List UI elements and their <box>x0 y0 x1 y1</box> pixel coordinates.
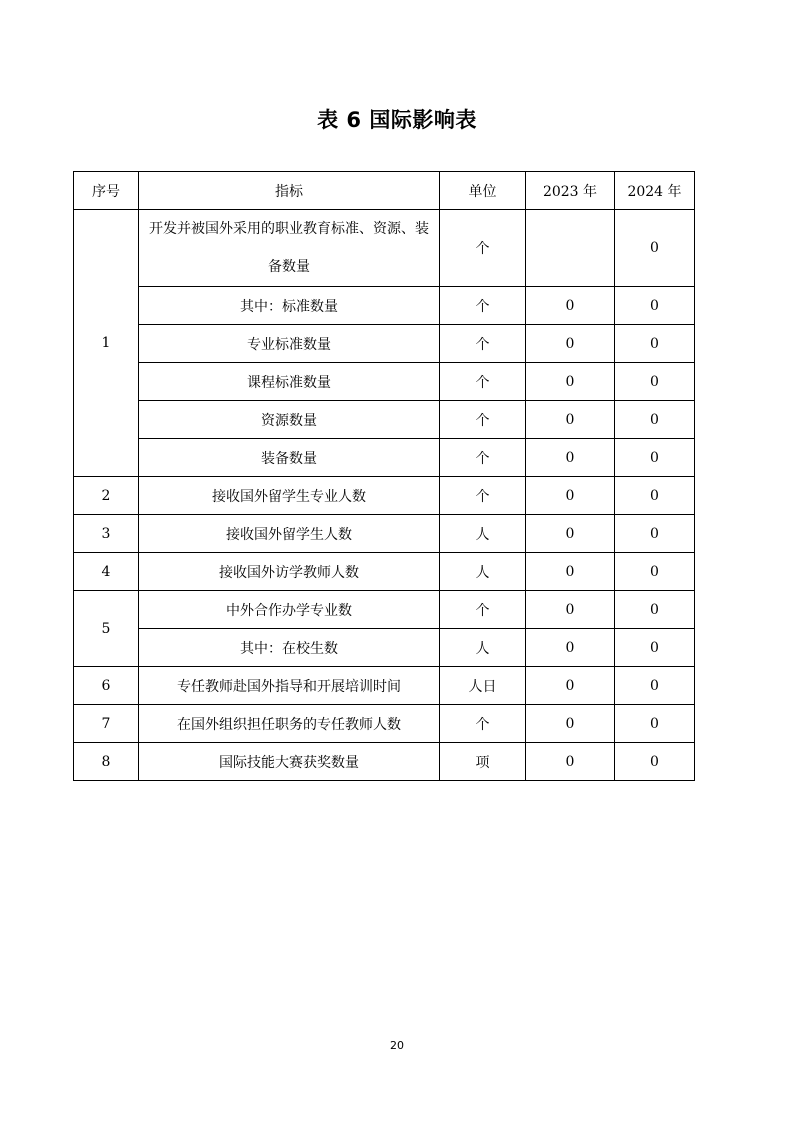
table-row <box>74 591 695 629</box>
row-2023: 0 <box>526 591 615 629</box>
row-indicator: 其中：在校生数 <box>139 629 440 667</box>
table-row <box>74 325 695 363</box>
row-2023: 0 <box>526 439 615 477</box>
row-2023: 0 <box>526 743 615 781</box>
row-index: 2 <box>74 477 139 515</box>
row-2024: 0 <box>615 401 695 439</box>
row-indicator: 专任教师赴国外指导和开展培训时间 <box>139 667 440 705</box>
row-unit: 个 <box>440 363 526 401</box>
row-2023: 0 <box>526 553 615 591</box>
row-2023: 0 <box>526 629 615 667</box>
table-row <box>74 667 695 705</box>
row-index: 3 <box>74 515 139 553</box>
row-index: 4 <box>74 553 139 591</box>
row-unit: 人日 <box>440 667 526 705</box>
row-index: 1 <box>74 210 139 477</box>
row-indicator: 在国外组织担任职务的专任教师人数 <box>139 705 440 743</box>
row-2024: 0 <box>615 325 695 363</box>
page-title: 表 6 国际影响表 <box>317 108 477 132</box>
row-2024: 0 <box>615 363 695 401</box>
row-2023: 0 <box>526 705 615 743</box>
row-indicator: 接收国外留学生专业人数 <box>139 477 440 515</box>
row-unit: 个 <box>440 287 526 325</box>
table-row <box>74 287 695 325</box>
row-index: 6 <box>74 667 139 705</box>
table-row <box>74 743 695 781</box>
row-2023: 0 <box>526 477 615 515</box>
row-indicator-text: 开发并被国外采用的职业教育标准、资源、装备数量 <box>149 221 429 275</box>
row-unit: 个 <box>440 439 526 477</box>
header-indicator: 指标 <box>139 172 440 210</box>
row-2024: 0 <box>615 629 695 667</box>
row-indicator: 中外合作办学专业数 <box>139 591 440 629</box>
row-2024: 0 <box>615 287 695 325</box>
header-index: 序号 <box>74 172 139 210</box>
header-2024: 2024 年 <box>615 172 695 210</box>
table-row <box>74 401 695 439</box>
table-row <box>74 515 695 553</box>
row-index: 5 <box>74 591 139 667</box>
table-row <box>74 439 695 477</box>
row-2024: 0 <box>615 591 695 629</box>
row-2023: 0 <box>526 515 615 553</box>
table-row <box>74 629 695 667</box>
row-indicator: 接收国外访学教师人数 <box>139 553 440 591</box>
row-2024: 0 <box>615 515 695 553</box>
row-2023: 0 <box>526 325 615 363</box>
row-index: 8 <box>74 743 139 781</box>
international-influence-table <box>73 171 695 781</box>
row-unit: 个 <box>440 477 526 515</box>
row-2024: 0 <box>615 439 695 477</box>
row-unit: 人 <box>440 553 526 591</box>
row-2024: 0 <box>615 210 695 287</box>
row-indicator: 课程标准数量 <box>139 363 440 401</box>
table-row <box>74 553 695 591</box>
row-2024: 0 <box>615 743 695 781</box>
table-row <box>74 705 695 743</box>
row-2024: 0 <box>615 667 695 705</box>
row-unit: 人 <box>440 629 526 667</box>
row-2024: 0 <box>615 553 695 591</box>
row-unit: 个 <box>440 705 526 743</box>
row-index: 7 <box>74 705 139 743</box>
header-unit: 单位 <box>440 172 526 210</box>
row-indicator: 专业标准数量 <box>139 325 440 363</box>
row-indicator: 资源数量 <box>139 401 440 439</box>
row-2023: 0 <box>526 667 615 705</box>
row-2024: 0 <box>615 705 695 743</box>
row-unit: 个 <box>440 325 526 363</box>
row-indicator: 装备数量 <box>139 439 440 477</box>
row-unit: 人 <box>440 515 526 553</box>
table-header-row <box>74 172 695 210</box>
row-2023: 0 <box>526 287 615 325</box>
row-2023 <box>526 210 615 287</box>
row-2023: 0 <box>526 363 615 401</box>
row-unit: 个 <box>440 591 526 629</box>
row-2023: 0 <box>526 401 615 439</box>
page-number: 20 <box>390 1039 404 1052</box>
row-2024: 0 <box>615 477 695 515</box>
row-indicator <box>139 210 440 287</box>
row-indicator: 国际技能大赛获奖数量 <box>139 743 440 781</box>
header-2023: 2023 年 <box>526 172 615 210</box>
table-row <box>74 210 695 287</box>
row-indicator: 接收国外留学生人数 <box>139 515 440 553</box>
table-row <box>74 363 695 401</box>
table-row <box>74 477 695 515</box>
row-unit: 个 <box>440 401 526 439</box>
row-indicator: 其中：标准数量 <box>139 287 440 325</box>
row-unit: 个 <box>440 210 526 287</box>
row-unit: 项 <box>440 743 526 781</box>
